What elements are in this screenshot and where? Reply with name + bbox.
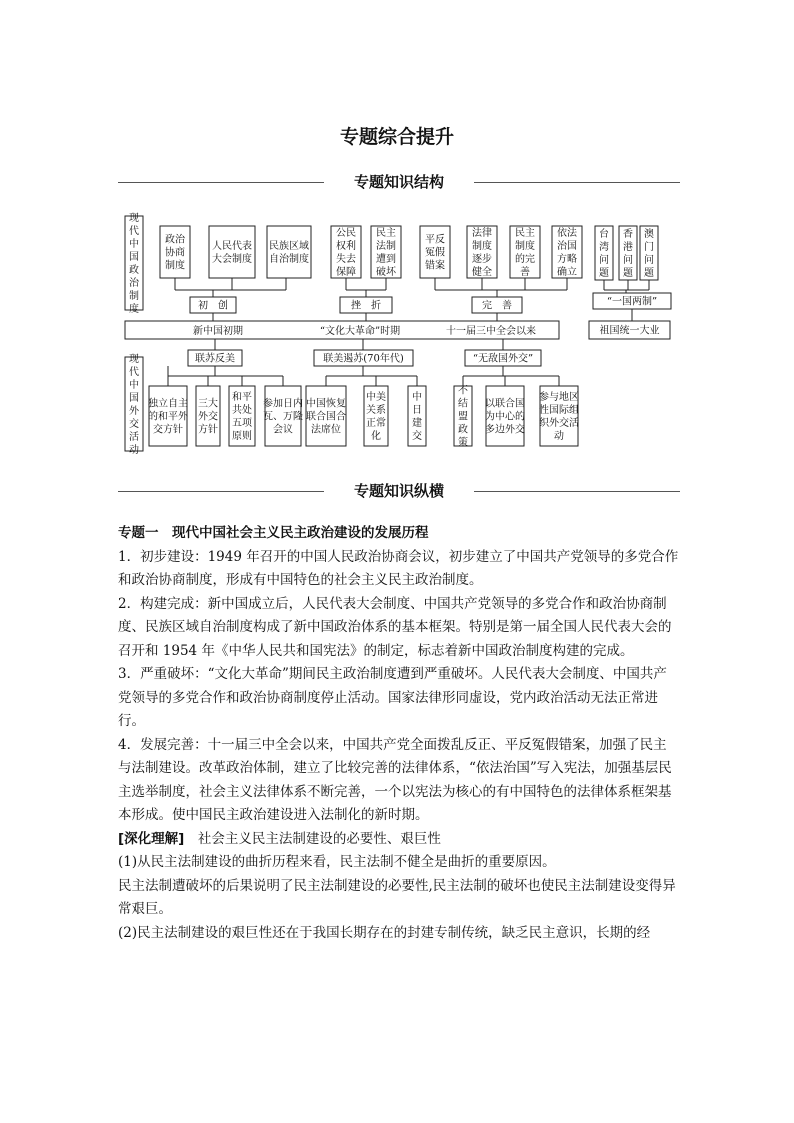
top-item-1-label: 政治协商制度: [165, 234, 185, 272]
foreign-stage-1-label: 联苏反美: [195, 353, 235, 365]
bottom-item-7-label: 中日建交: [412, 392, 422, 442]
divider-line: [474, 182, 680, 183]
paragraph-construction-complete: 2．构建完成：新中国成立后，人民代表大会制度、中国共产党领导的多党合作和政治协商制度、民族区域自治制度构成了新中国政治体系的基本框架。特别是第一届全国人民代表大会的召开和 1954 年《中华人民共和国宪法》的制定，标志着新中国政治制度构建的完成。: [118, 595, 672, 659]
page-title: 专题综合提升: [339, 126, 454, 148]
top-item-12-label: 澳门问题: [644, 229, 654, 279]
top-item-2-label: 人民代表大会制度: [212, 241, 252, 265]
bottom-item-6-label: 中美关系正常化: [366, 392, 386, 442]
topic-heading: 专题一 现代中国社会主义民主政治建设的发展历程: [118, 525, 429, 541]
reunification-label: 祖国统一大业: [599, 325, 660, 337]
bottom-item-8-label: 不结盟政策: [458, 385, 468, 449]
note-title: 社会主义民主法制建设的必要性、艰巨性: [184, 830, 441, 847]
top-item-3-label: 民族区域自治制度: [269, 241, 309, 265]
note-paragraph-3: (2)民主法制建设的艰巨性还在于我国长期存在的封建专制传统，缺乏民主意识，长期的经: [118, 924, 651, 941]
bottom-item-9-label: 以联合国为中心的多边外交: [485, 398, 525, 436]
body-text: [118, 522, 680, 945]
foreign-stage-3-label: “无敌国外交”: [472, 353, 534, 365]
bottom-item-1-label: 独立自主的和平外交方针: [148, 398, 188, 436]
top-item-8-label: 民主制度的完善: [515, 228, 535, 278]
bottom-item-4-label: 参加日内瓦、万隆会议: [263, 398, 303, 436]
bottom-item-3-label: 和平共处五项原则: [232, 392, 252, 442]
top-item-10-label: 台湾问题: [599, 229, 609, 279]
timeline-label-3: 十一届三中全会以来: [446, 326, 536, 337]
political-system-title-label: 现代中国政治制度: [129, 213, 139, 315]
section-header-overview: [118, 480, 680, 502]
timeline-label-2: “文化大革命”时期: [319, 326, 401, 337]
deepen-understanding-heading: [118, 828, 680, 852]
paragraph-severe-damage: 3．严重破坏：“文化大革命”期间民主政治制度遭到严重破坏。人民代表大会制度、中国共产党领导的多党合作和政治协商制度停止活动。国家法律形同虚设，党内政治活动无法正常进行。: [118, 666, 667, 729]
one-country-two-systems-label: “一国两制”: [606, 296, 658, 308]
top-item-2-box: [209, 226, 255, 278]
timeline-label-1: 新中国初期: [193, 326, 243, 337]
section-title-overview: 专题知识纵横: [353, 482, 444, 500]
top-item-6-label: 平反冤假错案: [425, 234, 445, 272]
section-header-structure: [118, 171, 680, 193]
note-label: [深化理解]: [118, 830, 185, 847]
top-item-4-label: 公民权利失去保障: [336, 228, 356, 278]
knowledge-structure-diagram: [118, 210, 678, 455]
bottom-item-5-label: 中国恢复联合国合法席位: [306, 398, 346, 436]
foreign-affairs-title-label: 现代中国外交活动: [129, 354, 139, 455]
top-item-5-label: 民主法制遭到破坏: [376, 228, 396, 278]
section-title-structure: 专题知识结构: [353, 173, 444, 191]
stage-1-label: 初 创: [198, 300, 228, 312]
bottom-item-2-label: 三大外交方针: [198, 398, 218, 436]
foreign-stage-2-label: 联美遏苏(70年代): [323, 353, 404, 365]
note-paragraph-1: (1)从民主法制建设的曲折历程来看，民主法制不健全是曲折的重要原因。: [118, 854, 556, 870]
top-item-11-label: 香港问题: [623, 229, 633, 279]
paragraph-initial-construction: 1．初步建设：1949 年召开的中国人民政治协商会议，初步建立了中国共产党领导的多党合作和政治协商制度，形成有中国特色的社会主义民主政治制度。: [118, 548, 679, 588]
paragraph-development: 4．发展完善：十一届三中全会以来，中国共产党全面拨乱反正、平反冤假错案，加强了民主与法制建设。改革政治体制，建立了比较完善的法律体系，“依法治国”写入宪法，加强基层民主选举制度，社会主义法律体系不断完善，一个以宪法为核心的有中国特色的法律体系框架基本形成。使中国民主政治建设进入法制化的新时期。: [118, 736, 672, 823]
top-item-9-label: 依法治国方略确立: [557, 228, 577, 278]
stage-2-label: 挫 折: [351, 300, 381, 312]
top-item-7-label: 法律制度逐步健全: [472, 228, 492, 278]
bottom-item-10-label: 参与地区性国际组织外交活动: [539, 392, 579, 442]
stage-3-label: 完 善: [482, 300, 512, 312]
top-item-3-box: [267, 226, 311, 278]
note-paragraph-2: 民主法制遭破坏的后果说明了民主法制建设的必要性,民主法制的破坏也使民主法制建设变得异常艰巨。: [118, 877, 676, 917]
divider-line: [474, 491, 680, 492]
